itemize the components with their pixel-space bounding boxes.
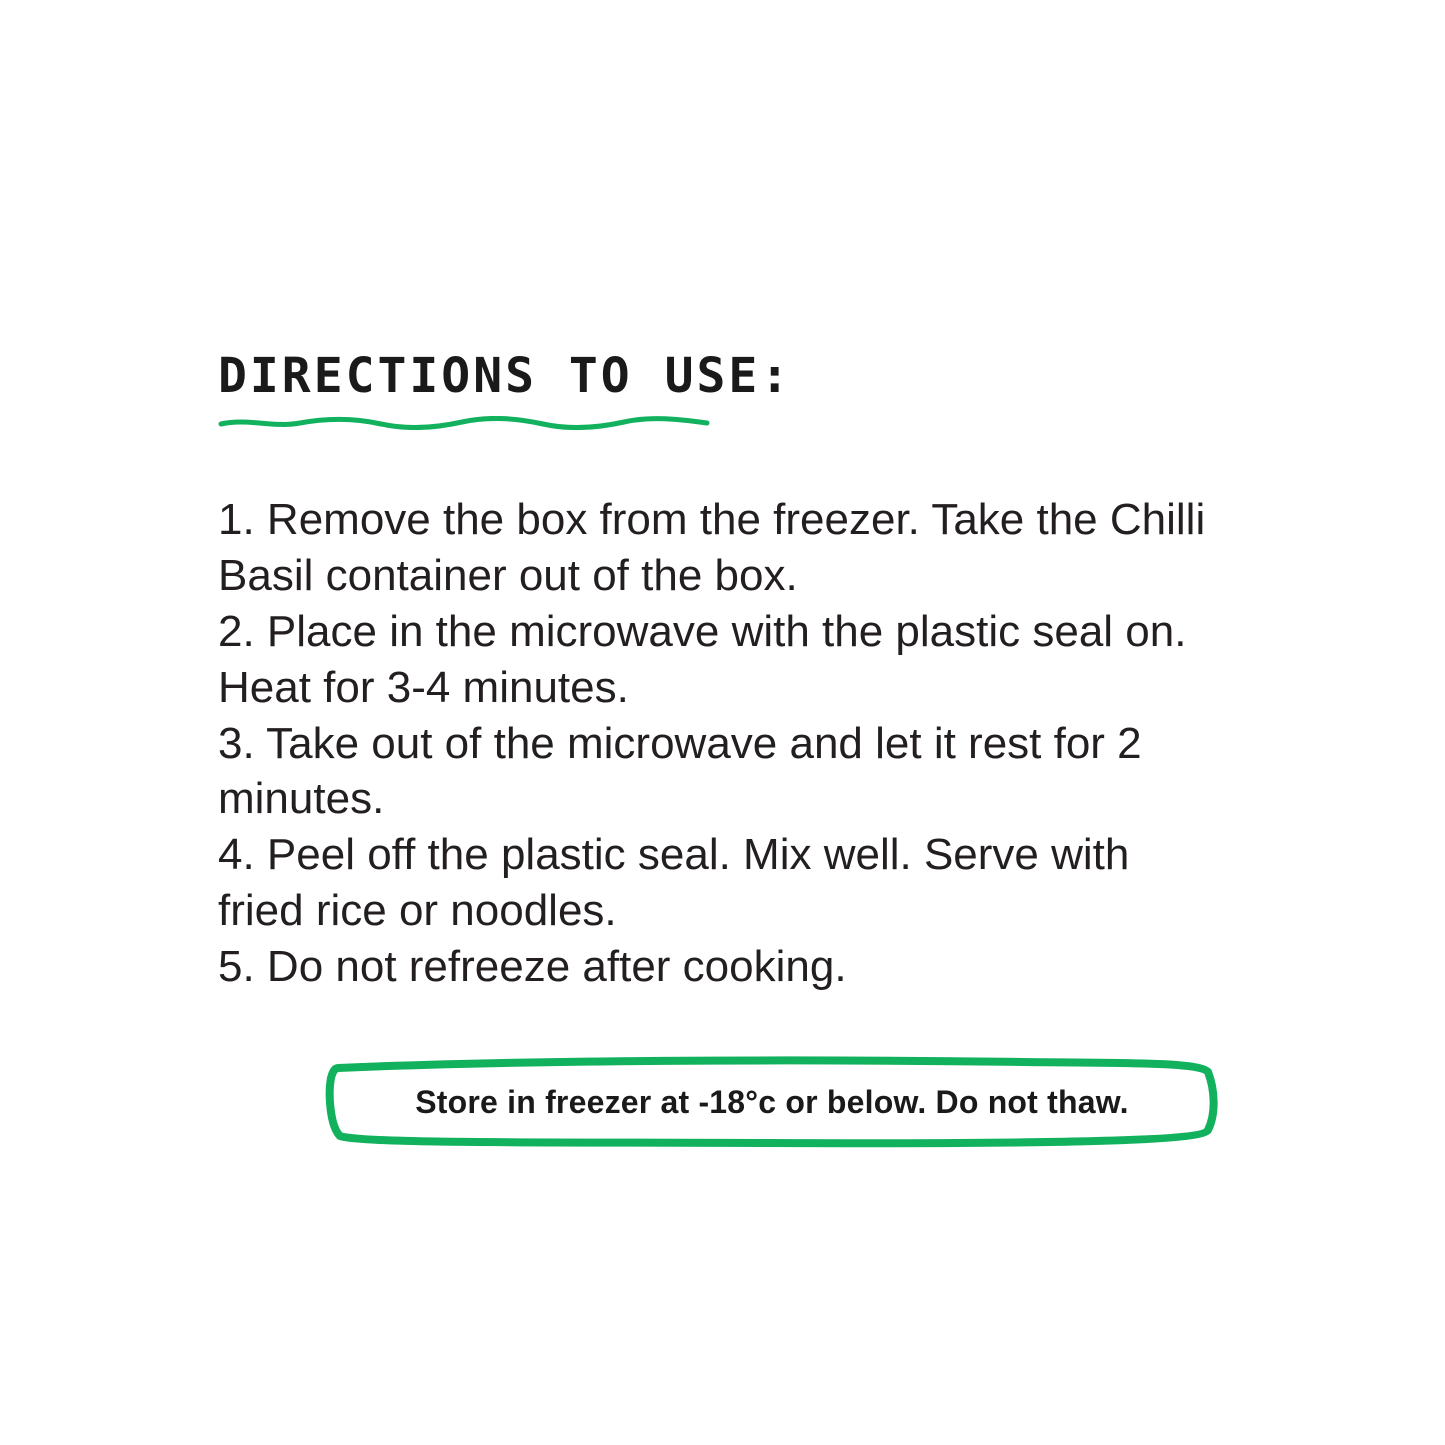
heading-block xyxy=(218,348,1218,430)
list-item: 3. Take out of the microwave and let it rest for 2 minutes. xyxy=(218,718,1142,824)
instructions-list xyxy=(218,492,1208,995)
page-title: DIRECTIONS TO USE: xyxy=(218,348,793,404)
storage-note xyxy=(322,1056,1222,1148)
list-item: 5. Do not refreeze after cooking. xyxy=(218,942,847,991)
list-item: 1. Remove the box from the freezer. Take the Chilli Basil container out of the box. xyxy=(218,495,1206,600)
list-item: 4. Peel off the plastic seal. Mix well. Serve with fried rice or noodles. xyxy=(218,830,1130,936)
list-item: 2. Place in the microwave with the plastic seal on. Heat for 3-4 minutes. xyxy=(218,606,1187,712)
storage-note-text: Store in freezer at -18°c or below. Do not thaw. xyxy=(415,1083,1129,1120)
heading-underline-squiggle xyxy=(218,416,710,430)
